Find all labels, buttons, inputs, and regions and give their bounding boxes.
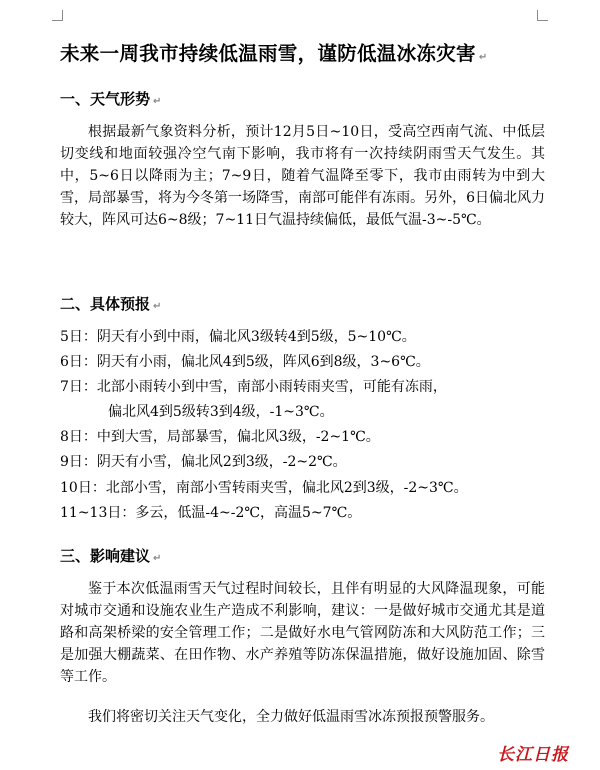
forecast-line: 6日：阴天有小雨，偏北风4到5级，阵风6到8级，3~6℃。 <box>60 354 430 370</box>
closing-paragraph: 我们将密切关注天气变化，全力做好低温雨雪冰冻预报预警服务。 <box>88 709 494 725</box>
document-title: 未来一周我市持续低温雨雪，谨防低温冰冻灾害 ↵ <box>60 42 488 65</box>
forecast-line: 5日：阴天有小到中雨，偏北风3级转4到5级，5~10℃。 <box>60 329 416 345</box>
paragraph-mark-icon: ↵ <box>153 301 162 312</box>
paragraph-mark-icon: ↵ <box>153 96 162 107</box>
section-heading-advice: 三、影响建议 ↵ <box>60 547 162 565</box>
forecast-line: 7日：北部小雨转小到中雪，南部小雨转雨夹雪，可能有冻雨， <box>60 379 447 395</box>
forecast-line: 偏北风4到5级转3到4级，-1~3℃。 <box>108 404 334 420</box>
advice-paragraph: 鉴于本次低温雨雪天气过程时间较长，且伴有明显的大风降温现象，可能对城市交通和设施农业生产造成不利影响，建议：一是做好城市交通尤其是道路和高架桥梁的安全管理工作；二是做好水电气管网防冻和大风防范工作；三是加强大棚蔬菜、在田作物、水产养殖等防冻保温措施，做好设施加固、除雪等工作。 <box>60 581 545 685</box>
forecast-line: 11~13日：多云，低温-4~-2℃，高温5~7℃。 <box>60 505 362 521</box>
page-corner-mark-right <box>537 10 548 21</box>
paragraph-mark-icon: ↵ <box>153 553 162 564</box>
forecast-line: 9日：阴天有小雪，偏北风2到3级，-2~2℃。 <box>60 454 347 470</box>
page-corner-mark-left <box>52 10 63 21</box>
section-heading-forecast: 二、具体预报 ↵ <box>60 295 162 313</box>
paragraph-mark-icon: ↵ <box>478 52 488 63</box>
section-heading-weather: 一、天气形势 ↵ <box>60 90 162 108</box>
forecast-line: 10日：北部小雪，南部小雪转雨夹雪，偏北风2到3级，-2~3℃。 <box>60 480 468 496</box>
forecast-line: 8日：中到大雪，局部暴雪，偏北风3级，-2~1℃。 <box>60 429 380 445</box>
weather-paragraph: 根据最新气象资料分析，预计12月5日~10日，受高空西南气流、中低层切变线和地面较强冷空气南下影响，我市将有一次持续阴雨雪天气发生。其中，5~6日以降雨为主；7~9日，随着气温降至零下，我市由雨转为中到大雪，局部暴雪，将为今冬第一场降雪，南部可能伴有冻雨。另外，6日偏北风力较大，阵风可达6~8级；7~11日气温持续偏低，最低气温-3~-5℃。 <box>60 124 545 228</box>
newspaper-logo: 长江日报 <box>497 745 569 765</box>
